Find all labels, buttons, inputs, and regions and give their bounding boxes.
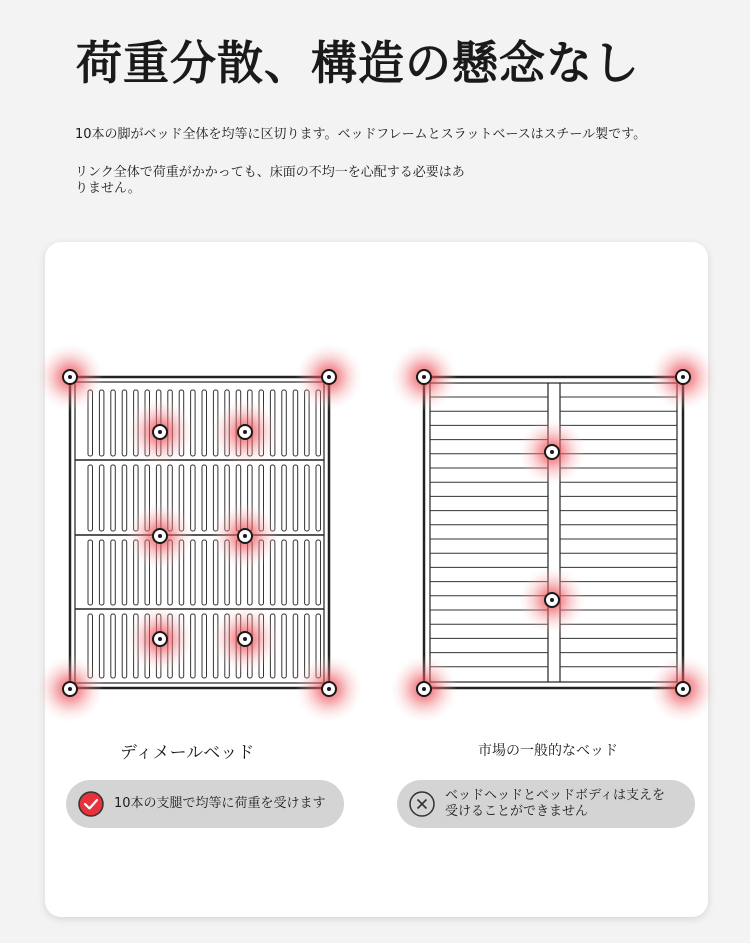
left-bed-frame [70, 377, 329, 688]
support-point [126, 502, 194, 570]
left-slat [111, 465, 116, 531]
left-slat [88, 465, 93, 531]
support-point-center [327, 375, 331, 379]
left-slat [282, 465, 287, 531]
support-point-center [243, 637, 247, 641]
support-point [649, 343, 717, 411]
left-slat [122, 540, 127, 605]
support-point [211, 398, 279, 466]
support-point-center [243, 430, 247, 434]
support-point [36, 343, 104, 411]
left-slat [305, 465, 310, 531]
check-circle-icon [78, 791, 104, 817]
left-feature-pill [66, 780, 344, 828]
support-point-center [681, 375, 685, 379]
left-slat [293, 465, 298, 531]
left-slat [99, 614, 104, 678]
left-slat [122, 614, 127, 678]
left-slat [111, 390, 116, 456]
left-slat [191, 465, 196, 531]
support-point [126, 605, 194, 673]
support-point [211, 605, 279, 673]
left-outer-frame [70, 377, 329, 688]
left-bed-caption: ディメールベッド [120, 743, 255, 763]
left-slat [293, 540, 298, 605]
left-slat [88, 540, 93, 605]
left-slat [316, 540, 321, 605]
left-slat [122, 465, 127, 531]
left-slat [282, 390, 287, 456]
support-point [295, 343, 363, 411]
support-point [295, 655, 363, 723]
support-point-center [158, 637, 162, 641]
left-slat [293, 614, 298, 678]
support-point [390, 343, 458, 411]
support-point-center [68, 375, 72, 379]
description-line-2: リンク全体で荷重がかかっても、床面の不均一を心配する必要はありません。 [75, 165, 465, 196]
support-point-center [327, 687, 331, 691]
right-feature-pill [397, 780, 695, 828]
left-feature-text: 10本の支腿で均等に荷重を受けます [114, 796, 326, 811]
left-slat [282, 540, 287, 605]
left-slat [111, 540, 116, 605]
left-slat [99, 465, 104, 531]
cross-circle-icon [409, 791, 435, 817]
support-point [126, 398, 194, 466]
support-point-center [422, 687, 426, 691]
support-point-center [550, 598, 554, 602]
left-slat [111, 614, 116, 678]
left-slat [122, 390, 127, 456]
left-slat [202, 465, 207, 531]
left-slat [305, 540, 310, 605]
description-line-1: 10本の脚がベッド全体を均等に区切ります。ベッドフレームとスラットベースはスチール製です。 [75, 127, 647, 142]
support-point-center [681, 687, 685, 691]
support-point-center [158, 430, 162, 434]
left-slat [282, 614, 287, 678]
support-point [518, 566, 586, 634]
left-slat [202, 390, 207, 456]
support-point-center [550, 450, 554, 454]
left-slat [191, 540, 196, 605]
left-slat [99, 390, 104, 456]
left-slat [293, 390, 298, 456]
support-point [518, 418, 586, 486]
left-slat [99, 540, 104, 605]
right-bed-caption: 市場の一般的なベッド [478, 743, 618, 759]
page-title: 荷重分散、構造の懸念なし [76, 36, 640, 90]
support-point [649, 655, 717, 723]
right-feature-text: ベッドヘッドとベッドボディは支えを受けることができません [445, 788, 665, 819]
support-point [36, 655, 104, 723]
support-point-center [158, 534, 162, 538]
left-slat [202, 614, 207, 678]
support-point-center [422, 375, 426, 379]
left-slat [202, 540, 207, 605]
support-point [390, 655, 458, 723]
support-point-center [68, 687, 72, 691]
support-point [211, 502, 279, 570]
left-slat [316, 465, 321, 531]
support-point-center [243, 534, 247, 538]
